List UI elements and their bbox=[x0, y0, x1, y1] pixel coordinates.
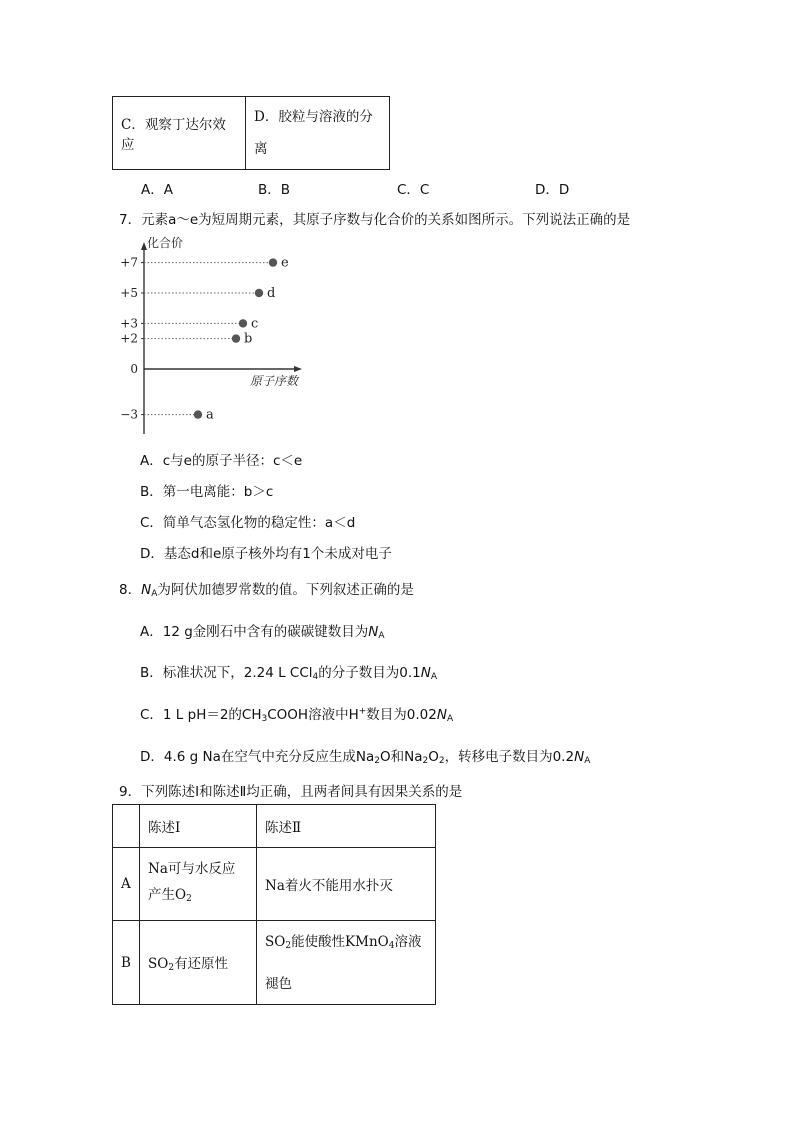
q8d-sub1: 2 bbox=[374, 756, 380, 766]
q9-row-a-c1 bbox=[140, 848, 257, 921]
point-label-b: b bbox=[244, 331, 253, 347]
q8b-mid: 的分子数目为0.1 bbox=[318, 665, 421, 681]
x-axis-label: 原子序数 bbox=[250, 374, 299, 388]
cell-d-line1: D．胶粒与溶液的分 bbox=[254, 109, 373, 125]
q9-row-b-c2 bbox=[257, 921, 436, 1005]
q8a-symbol: N bbox=[368, 624, 379, 640]
q8-option-b bbox=[140, 661, 437, 682]
valence-chart bbox=[110, 236, 310, 436]
q8c-sub3: 3 bbox=[261, 714, 268, 724]
q9-header-1: 陈述Ⅰ bbox=[140, 805, 257, 848]
q6-table bbox=[112, 96, 390, 170]
y-tick-label: −3 bbox=[120, 407, 138, 422]
q8d-mid2: O bbox=[428, 749, 439, 765]
q8-stem-rest: 为阿伏加德罗常数的值。下列叙述正确的是 bbox=[157, 582, 414, 598]
q9-row-a-c1-line1: Na可与水反应 bbox=[148, 861, 236, 877]
q8c-sup: + bbox=[358, 706, 367, 717]
q8d-sub3: 2 bbox=[438, 756, 445, 766]
point-label-c: c bbox=[251, 316, 259, 332]
q8d-mid3: ，转移电子数目为0.2 bbox=[444, 749, 575, 765]
q9-row-b-c1 bbox=[140, 921, 257, 1005]
q7-stem: 7．元素a～e为短周期元素，其原子序数与化合价的关系如图所示。下列说法正确的是 bbox=[119, 212, 631, 228]
q9a-c1-text: 产生O bbox=[148, 887, 187, 903]
q8c-mid: COOH溶液中H bbox=[267, 707, 359, 723]
valence-chart-svg bbox=[110, 236, 310, 436]
q8c-text: C．1 L pH＝2的CH bbox=[140, 707, 262, 723]
q8-option-a bbox=[140, 620, 385, 641]
y-tick-label: +2 bbox=[120, 331, 138, 346]
q8b-text: B．标准状况下，2.24 L CCl bbox=[140, 665, 313, 681]
y-tick-label: +5 bbox=[120, 286, 138, 300]
y-tick-label: 0 bbox=[130, 362, 138, 376]
q9b-c2-sub2: 4 bbox=[388, 940, 395, 951]
q6-cell-c bbox=[113, 97, 246, 170]
q9-header-row bbox=[113, 805, 436, 848]
q9b-c1-pre: SO bbox=[148, 956, 169, 972]
q9b-c2-sub: 2 bbox=[285, 940, 292, 951]
q9a-c1-sub: 2 bbox=[186, 894, 192, 904]
q9-stem: 9．下列陈述Ⅰ和陈述Ⅱ均正确，且两者间具有因果关系的是 bbox=[119, 784, 463, 800]
q6-option-d: D．D bbox=[535, 182, 570, 198]
q8b-sub: A bbox=[430, 672, 438, 682]
q6-option-a: A．A bbox=[141, 182, 173, 198]
y-tick-label: +3 bbox=[120, 316, 138, 331]
q8-stem bbox=[119, 578, 414, 599]
q8-number: 8． bbox=[119, 582, 142, 598]
q9-row-b bbox=[113, 921, 436, 1005]
point-label-e: e bbox=[281, 255, 289, 271]
x-axis-arrow bbox=[294, 366, 302, 372]
q9-row-b-c2-line2: 褪色 bbox=[265, 975, 292, 992]
q8d-text: D．4.6 g Na在空气中充分反应生成Na bbox=[140, 749, 375, 765]
q8d-symbol: N bbox=[574, 749, 585, 765]
data-point-a bbox=[194, 410, 202, 418]
point-label-d: d bbox=[267, 286, 276, 301]
cell-d-line2: 离 bbox=[254, 141, 268, 157]
q9b-c2-post: 溶液 bbox=[394, 933, 422, 950]
q8-symbol: N bbox=[141, 582, 152, 598]
q8c-mid2: 数目为0.02 bbox=[366, 707, 437, 723]
q9-row-a bbox=[113, 848, 436, 921]
q7-option-a: A．c与e的原子半径：c＜e bbox=[140, 453, 303, 469]
data-point-b bbox=[232, 334, 240, 342]
data-point-c bbox=[239, 319, 247, 327]
data-point-e bbox=[269, 258, 277, 266]
q8d-sub2: 2 bbox=[422, 756, 429, 766]
q6-cell-d bbox=[246, 97, 390, 170]
q9b-c2-pre: SO bbox=[265, 933, 286, 950]
data-point-d bbox=[255, 289, 263, 297]
q8d-sub: A bbox=[584, 756, 591, 766]
point-label-a: a bbox=[206, 407, 214, 423]
y-tick-label: +7 bbox=[120, 255, 138, 270]
q9b-c1-post: 有还原性 bbox=[174, 956, 229, 972]
q8a-text: A．12 g金刚石中含有的碳碳键数目为 bbox=[140, 624, 369, 640]
q6-option-c: C．C bbox=[397, 182, 430, 198]
q8c-symbol: N bbox=[436, 707, 447, 723]
q8c-sub: A bbox=[446, 714, 454, 724]
q9-header-2: 陈述Ⅱ bbox=[257, 805, 436, 848]
q9-row-b-label: B bbox=[113, 921, 140, 1005]
q8b-sub4: 4 bbox=[312, 672, 319, 682]
q9-row-a-label: A bbox=[113, 848, 140, 921]
q8-option-d bbox=[140, 745, 590, 766]
q7-option-b: B．第一电离能：b＞c bbox=[140, 484, 274, 500]
q7-option-c: C．简单气态氢化物的稳定性：a＜d bbox=[140, 515, 356, 531]
cell-c-text: C．观察丁达尔效应 bbox=[121, 117, 226, 153]
q8d-mid1: O和Na bbox=[380, 749, 423, 765]
q9-row-a-c2: Na着火不能用水扑灭 bbox=[257, 848, 436, 921]
q8b-symbol: N bbox=[420, 665, 431, 681]
q9-row-a-c1-line2 bbox=[148, 882, 248, 912]
q9-header-blank bbox=[113, 805, 140, 848]
q7-option-d: D．基态d和e原子核外均有1个未成对电子 bbox=[140, 546, 392, 562]
q9b-c1-sub: 2 bbox=[168, 963, 175, 973]
y-axis-label: 化合价 bbox=[147, 236, 184, 250]
q9-table bbox=[112, 804, 436, 1005]
q9-row-b-c2-line1 bbox=[265, 923, 427, 965]
q8-option-c bbox=[140, 703, 453, 724]
q9b-c2-mid: 能使酸性KMnO bbox=[291, 933, 389, 950]
q8a-sub: A bbox=[378, 631, 385, 641]
q6-option-b: B．B bbox=[258, 182, 291, 198]
q8-symbol-sub: A bbox=[151, 589, 158, 599]
